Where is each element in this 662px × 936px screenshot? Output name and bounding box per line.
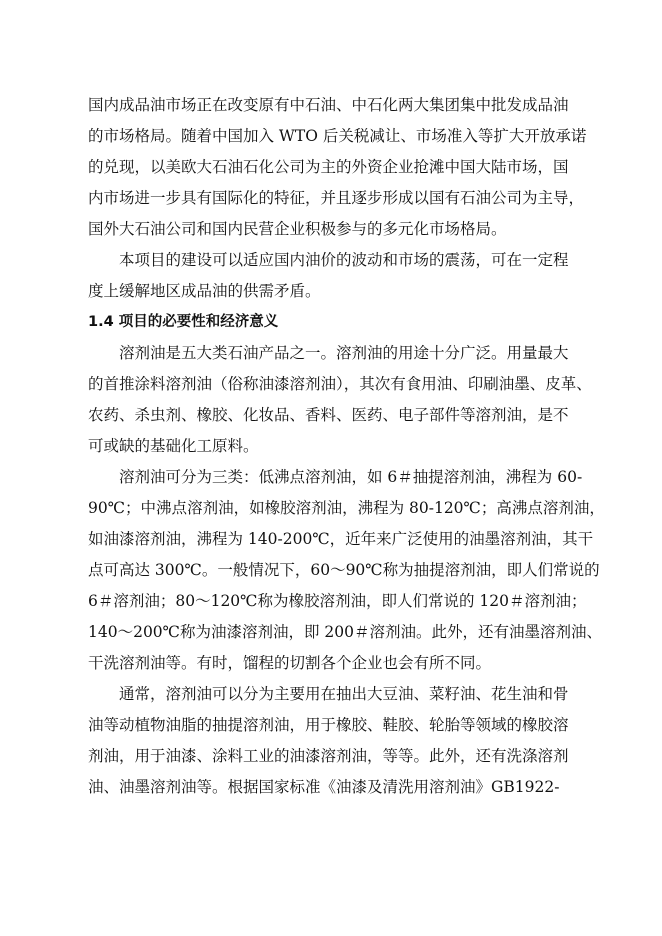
text-line: 农药、杀虫剂、橡胶、化妆品、香料、医药、电子部件等溶剂油，是不 bbox=[88, 406, 569, 424]
text-line: 的兑现，以美欧大石油石化公司为主的外资企业抢滩中国大陆市场，国 bbox=[88, 158, 569, 176]
text-line: 溶剂油可分为三类：低沸点溶剂油，如 6＃抽提溶剂油，沸程为 60- bbox=[88, 468, 583, 486]
text-line: 通常，溶剂油可以分为主要用在抽出大豆油、菜籽油、花生油和骨 bbox=[88, 685, 569, 703]
text-line: 140～200℃称为油漆溶剂油，即 200＃溶剂油。此外，还有油墨溶剂油、 bbox=[88, 623, 603, 641]
text-line: 本项目的建设可以适应国内油价的波动和市场的震荡，可在一定程 bbox=[88, 251, 569, 269]
text-line: 6＃溶剂油；80～120℃称为橡胶溶剂油，即人们常说的 120＃溶剂油； bbox=[88, 592, 587, 610]
text-line: 度上缓解地区成品油的供需矛盾。 bbox=[88, 282, 321, 300]
text-line: 如油漆溶剂油，沸程为 140-200℃，近年来广泛使用的油墨溶剂油，其干 bbox=[88, 530, 594, 548]
text-line: 的市场格局。随着中国加入 WTO 后关税减让、市场准入等扩大开放承诺 bbox=[88, 127, 587, 145]
text-line: 干洗溶剂油等。有时，馏程的切割各个企业也会有所不同。 bbox=[88, 654, 492, 672]
text-line: 剂油，用于油漆、涂料工业的油漆溶剂油，等等。此外，还有洗涤溶剂 bbox=[88, 747, 569, 765]
text-line: 的首推涂料溶剂油（俗称油漆溶剂油），其次有食用油、印刷油墨、皮革、 bbox=[88, 375, 592, 393]
text-line: 油、油墨溶剂油等。根据国家标准《油漆及清洗用溶剂油》GB1922- bbox=[88, 778, 560, 796]
text-line: 油等动植物油脂的抽提溶剂油，用于橡胶、鞋胶、轮胎等领域的橡胶溶 bbox=[88, 716, 569, 734]
section-heading: 1.4 项目的必要性和经济意义 bbox=[88, 314, 279, 330]
text-line: 可或缺的基础化工原料。 bbox=[88, 437, 259, 455]
text-line: 内市场进一步具有国际化的特征，并且逐步形成以国有石油公司为主导， bbox=[88, 189, 585, 207]
text-line: 点可高达 300℃。一般情况下，60～90℃称为抽提溶剂油，即人们常说的 bbox=[88, 561, 600, 579]
text-line: 90℃；中沸点溶剂油，如橡胶溶剂油，沸程为 80-120℃；高沸点溶剂油， bbox=[88, 499, 605, 517]
text-line: 国内成品油市场正在改变原有中石油、中石化两大集团集中批发成品油 bbox=[88, 96, 569, 114]
text-line: 国外大石油公司和国内民营企业积极参与的多元化市场格局。 bbox=[88, 220, 507, 238]
text-line: 溶剂油是五大类石油产品之一。溶剂油的用途十分广泛。用量最大 bbox=[88, 344, 569, 362]
